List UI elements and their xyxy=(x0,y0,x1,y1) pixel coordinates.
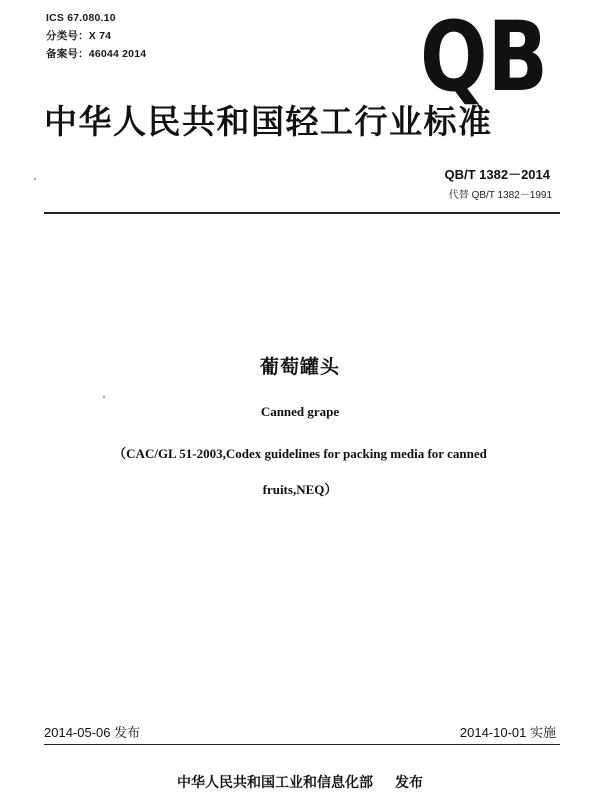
scan-speck xyxy=(103,396,105,398)
product-title-en: Canned grape xyxy=(260,404,340,419)
header-divider xyxy=(44,212,560,214)
scan-speck xyxy=(34,178,36,180)
standard-number: QB/T 1382－2014 xyxy=(444,167,550,182)
standard-category-title: 中华人民共和国轻工行业标准 xyxy=(44,102,493,141)
qb-logo xyxy=(418,1,550,113)
equivalence-statement-line1: （CAC/GL 51-2003,Codex guidelines for packing media for canned xyxy=(113,446,487,461)
issuing-authority xyxy=(0,772,600,792)
product-title-cn: 葡萄罐头 xyxy=(259,356,340,378)
ics-code: ICS 67.080.10 xyxy=(46,12,116,24)
equivalence-statement-line2: fruits,NEQ） xyxy=(262,482,338,497)
qb-logo-text: QB xyxy=(420,1,548,113)
classification-number: 分类号：X 74 xyxy=(46,30,112,42)
issue-date: 2014-05-06 发布 xyxy=(44,725,141,740)
record-number: 备案号：46044 2014 xyxy=(46,48,147,60)
issuer-name: 中华人民共和国工业和信息化部 xyxy=(177,775,373,791)
footer-divider xyxy=(44,744,560,745)
replaced-standard: 代替 QB/T 1382－1991 xyxy=(448,190,552,201)
implementation-date: 2014-10-01 实施 xyxy=(459,725,556,740)
issuer-action: 发布 xyxy=(395,775,423,791)
